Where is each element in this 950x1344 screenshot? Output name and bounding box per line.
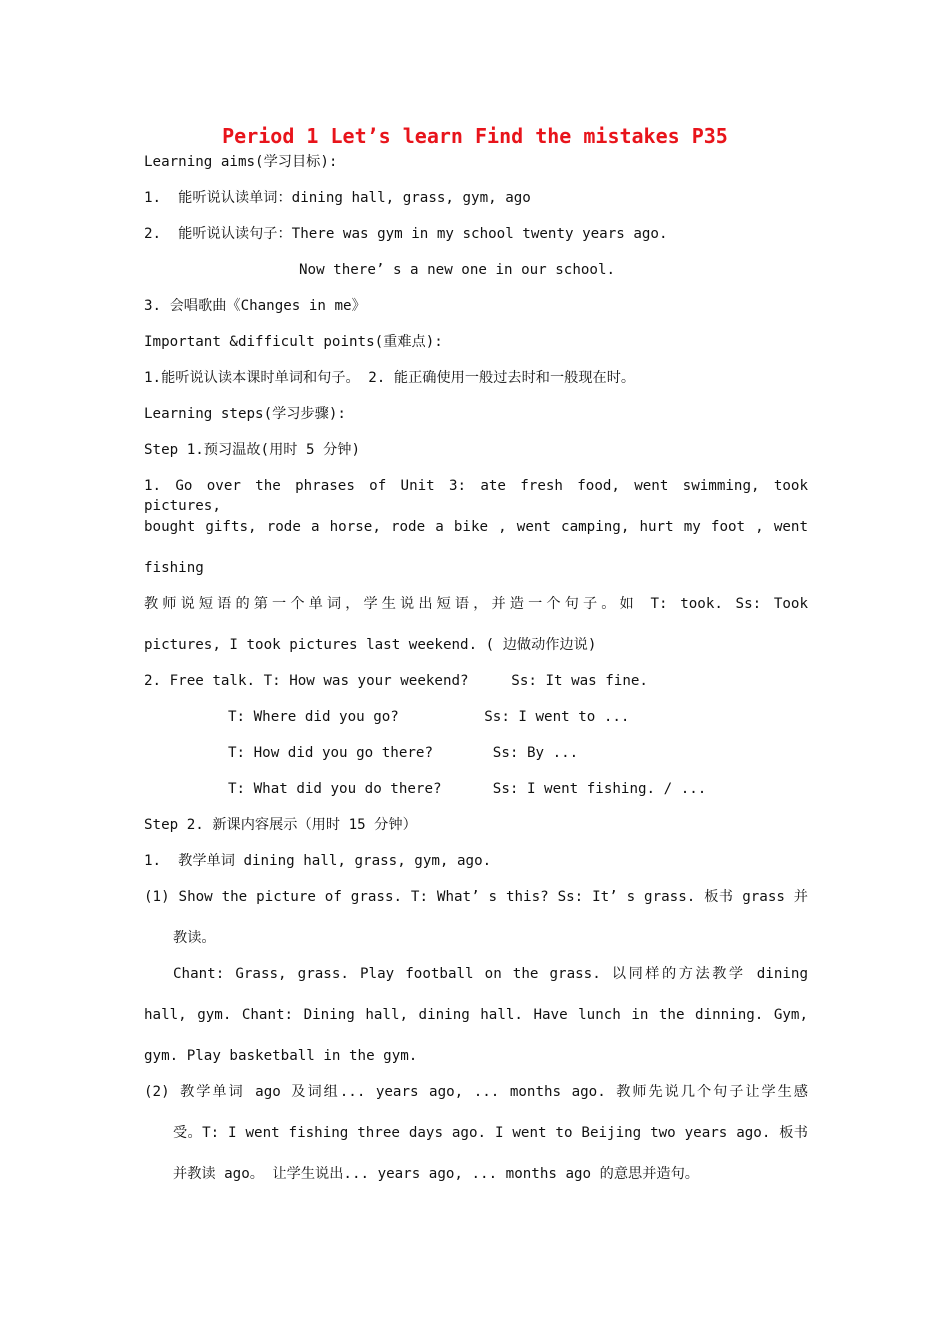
points-text: 1.能听说认读本课时单词和句子。 2. 能正确使用一般过去时和一般现在时。 (144, 370, 636, 386)
free-talk-line: T: What did you do there? Ss: I went fishing. / ... (228, 781, 707, 797)
free-talk-line: 2. Free talk. T: How was your weekend? Ss: It was fine. (144, 673, 648, 689)
step1-instruction-line: pictures, I took pictures last weekend. ( 边做动作边说) (144, 637, 597, 653)
step2-sub2-line: 受。T: I went fishing three days ago. I went to Beijing two years ago. 板书 (173, 1125, 808, 1141)
free-talk-line: T: Where did you go? Ss: I went to ... (228, 709, 630, 725)
step1-instruction-line: 教师说短语的第一个单词，学生说出短语，并造一个句子。如 T: took. Ss: Took (144, 596, 808, 612)
free-talk-line: T: How did you go there? Ss: By ... (228, 745, 579, 761)
aims-item-1: 1. 能听说认读单词：dining hall, grass, gym, ago (144, 190, 531, 206)
step2-heading: Step 2. 新课内容展示（用时 15 分钟） (144, 817, 417, 833)
step2-item-1: 1. 教学单词 dining hall, grass, gym, ago. (144, 853, 492, 869)
step1-paragraph-line: fishing (144, 560, 204, 576)
step1-heading: Step 1.预习温故(用时 5 分钟) (144, 442, 360, 458)
step2-sub1-line: (1) Show the picture of grass. T: What’ s this? Ss: It’ s grass. 板书 grass 并 (144, 889, 808, 905)
step1-paragraph-line: 1. Go over the phrases of Unit 3: ate fresh food, went swimming, took pictures, (144, 478, 808, 514)
step1-paragraph-line: bought gifts, rode a horse, rode a bike , went camping, hurt my foot , went (144, 519, 808, 535)
step2-sub1-line: 教读。 (173, 930, 216, 946)
aims-item-3: 3. 会唱歌曲《Changes in me》 (144, 298, 366, 314)
chant-line: hall, gym. Chant: Dining hall, dining hall. Have lunch in the dinning. Gym, (144, 1007, 808, 1023)
step2-sub2-line: (2) 教学单词 ago 及词组... years ago, ... months ago. 教师先说几个句子让学生感 (144, 1084, 808, 1100)
page-title: Period 1 Let’s learn Find the mistakes P35 (222, 124, 728, 148)
points-heading: Important &difficult points(重难点): (144, 334, 443, 350)
aims-item-2-continued: Now there’ s a new one in our school. (299, 262, 616, 278)
aims-heading: Learning aims(学习目标): (144, 154, 338, 170)
chant-line: Chant: Grass, grass. Play football on the grass. 以同样的方法教学 dining (173, 966, 808, 982)
aims-item-2: 2. 能听说认读句子：There was gym in my school twenty years ago. (144, 226, 668, 242)
step2-sub2-line: 并教读 ago。 让学生说出... years ago, ... months ago 的意思并造句。 (173, 1166, 699, 1182)
steps-heading: Learning steps(学习步骤): (144, 406, 346, 422)
chant-line: gym. Play basketball in the gym. (144, 1048, 418, 1064)
